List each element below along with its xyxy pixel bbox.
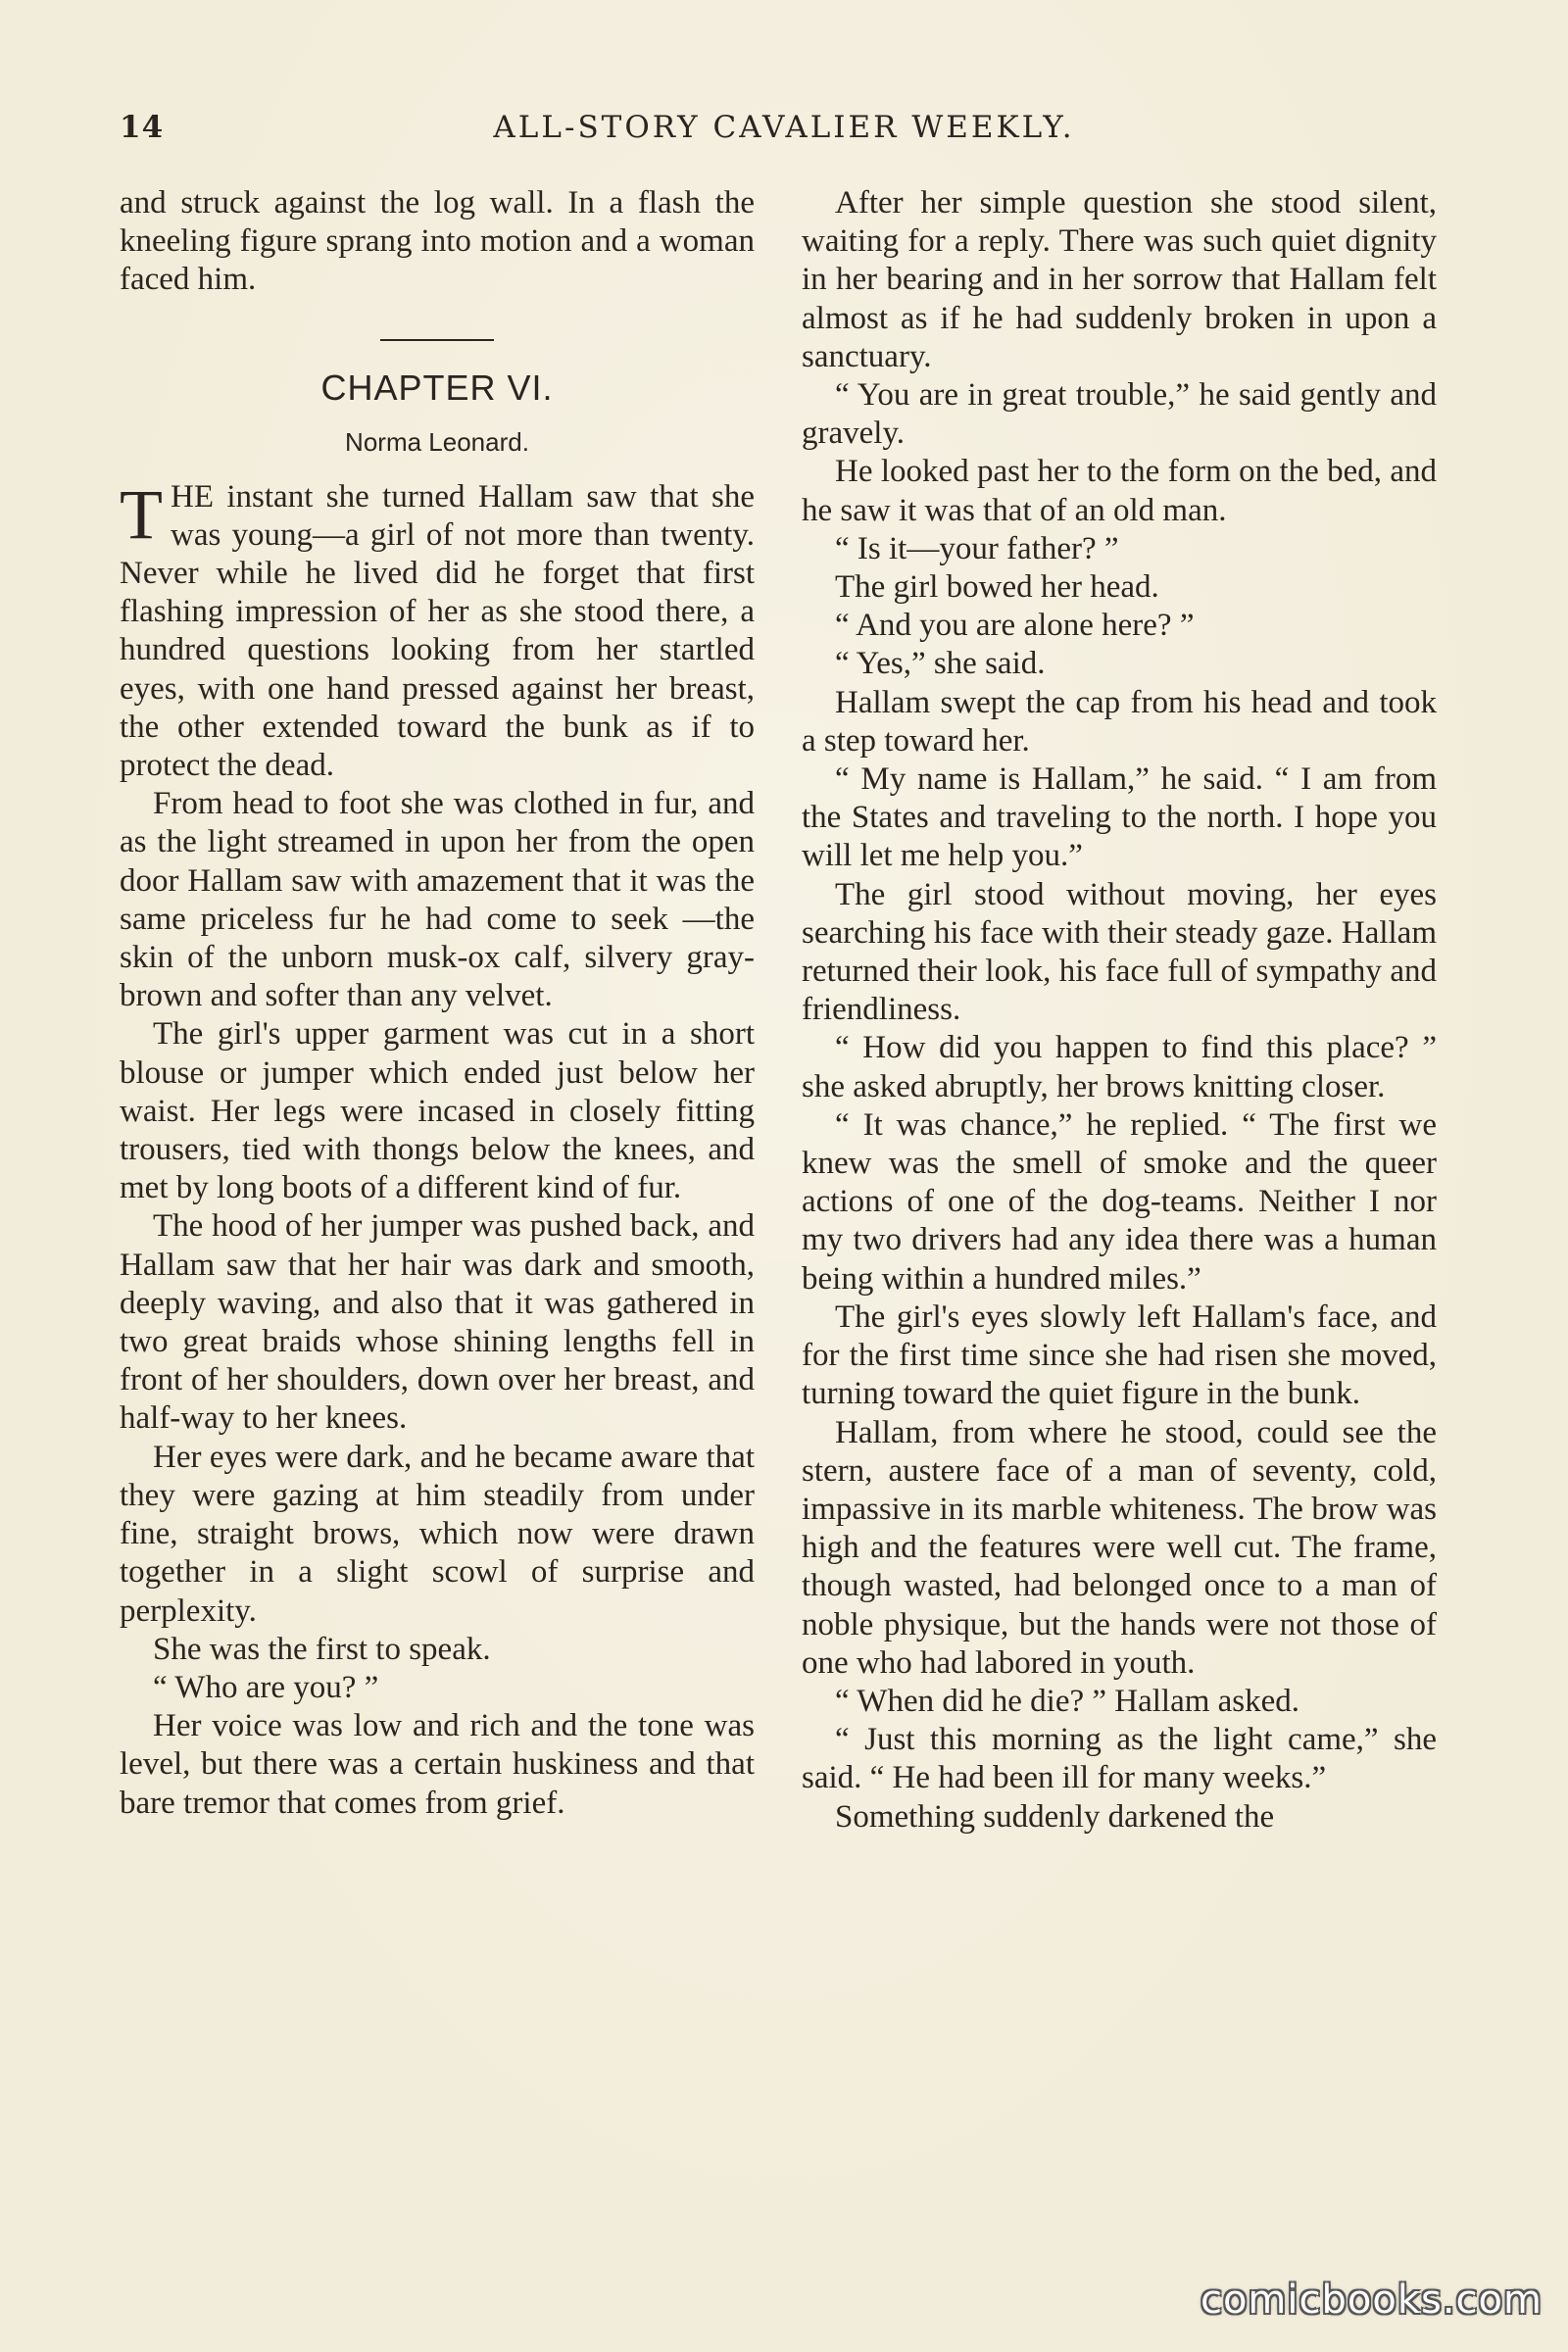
paragraph: “ When did he die? ” Hallam asked. <box>835 1683 1300 1719</box>
watermark-logo: comicbooks.com <box>1200 2278 1543 2323</box>
paragraph: “ Is it—your father? ” <box>835 530 1119 566</box>
paragraph: She was the first to speak. <box>153 1631 491 1667</box>
paragraph: “ My name is Hallam,” he said. “ I am from the States and traveling to the north. I hope you will let me help you.” <box>802 761 1437 874</box>
paragraph: The girl's eyes slowly left Hallam's face, and for the first time since she had risen she moved, turning toward the quiet figure in the bunk. <box>802 1298 1437 1412</box>
opening-paragraph: and struck against the log wall. In a flash the kneeling figure sprang into motion and a woman faced him. <box>120 185 755 298</box>
paragraph: “ How did you happen to find this place? ” she asked abruptly, her brows knitting closer. <box>802 1030 1437 1104</box>
paragraph: From head to foot she was clothed in fur, and as the light streamed in upon her from the open door Hallam saw with amazement that it was the same priceless fur he had come to seek —the skin of the unborn musk-ox calf, silvery gray-brown and softer than any velvet. <box>120 786 755 1014</box>
paragraph: Her voice was low and rich and the tone was level, but there was a certain huskiness and that bare tremor that comes from grief. <box>120 1708 755 1821</box>
chapter-subtitle: Norma Leonard. <box>345 426 529 457</box>
chapter-title: CHAPTER VI. <box>320 367 554 408</box>
paragraph: He looked past her to the form on the bed, and he saw it was that of an old man. <box>802 454 1437 528</box>
paragraph-text: HE instant she turned Hallam saw that she was young—a girl of not more than twenty. Never while he lived did he forget that first flashing impression of her as she stood there, a hundred questions looking from her startled eyes, with one hand pressed against her breast, the other extended toward the bunk as if to protect the dead. <box>120 478 755 784</box>
paragraph <box>120 474 755 786</box>
paragraph: After her simple question she stood silent, waiting for a reply. There was such quiet dignity in her bearing and in her sorrow that Hallam felt almost as if he had suddenly broken in upon a sanctuary. <box>802 185 1437 374</box>
paragraph: “ Just this morning as the light came,” she said. “ He had been ill for many weeks.” <box>802 1722 1437 1796</box>
paragraph: “ And you are alone here? ” <box>835 608 1195 644</box>
paragraph: Her eyes were dark, and he became aware that they were gazing at him steadily from under fine, straight brows, which now were drawn together in a slight scowl of surprise and perplexity. <box>120 1439 755 1629</box>
paragraph: Something suddenly darkened the <box>835 1798 1275 1835</box>
paragraph: The girl bowed her head. <box>835 569 1159 606</box>
paragraph: The girl's upper garment was cut in a short blouse or jumper which ended just below her waist. Her legs were incased in closely fitting trousers, tied with thongs below the knees, and met by long boots of a different kind of fur. <box>120 1016 755 1206</box>
paragraph: “ Yes,” she said. <box>835 646 1046 682</box>
paragraph: “ You are in great trouble,” he said gently and gravely. <box>802 377 1437 452</box>
running-head: ALL-STORY CAVALIER WEEKLY. <box>493 110 1075 145</box>
paragraph: The hood of her jumper was pushed back, and Hallam saw that her hair was dark and smooth, deeply waving, and also that it was gathered in two great braids whose shining lengths fell in front of her shoulders, down over her breast, and half-way to her knees. <box>120 1208 755 1437</box>
paragraph: “ It was chance,” he replied. “ The first we knew was the smell of smoke and the queer actions of one of the dog-teams. Neither I nor my two drivers had any idea there was a human being within a hundred miles.” <box>802 1106 1437 1297</box>
section-rule <box>380 339 494 341</box>
paragraph: The girl stood without moving, her eyes searching his face with their steady gaze. Hallam returned their look, his face full of sympathy and friendliness. <box>802 876 1437 1028</box>
paragraph: Hallam, from where he stood, could see the stern, austere face of a man of seventy, cold, impassive in its marble whiteness. The brow was high and the features were well cut. The frame, though wasted, had belonged once to a man of noble physique, but the hands were not those of one who had labored in youth. <box>802 1414 1437 1681</box>
drop-cap: T <box>120 474 163 554</box>
paragraph: Hallam swept the cap from his head and took a step toward her. <box>802 684 1437 759</box>
page-number: 14 <box>120 110 165 145</box>
paragraph: “ Who are you? ” <box>153 1669 379 1705</box>
right-column <box>802 184 1437 2232</box>
left-column <box>120 184 755 2232</box>
page-header <box>120 110 1448 159</box>
